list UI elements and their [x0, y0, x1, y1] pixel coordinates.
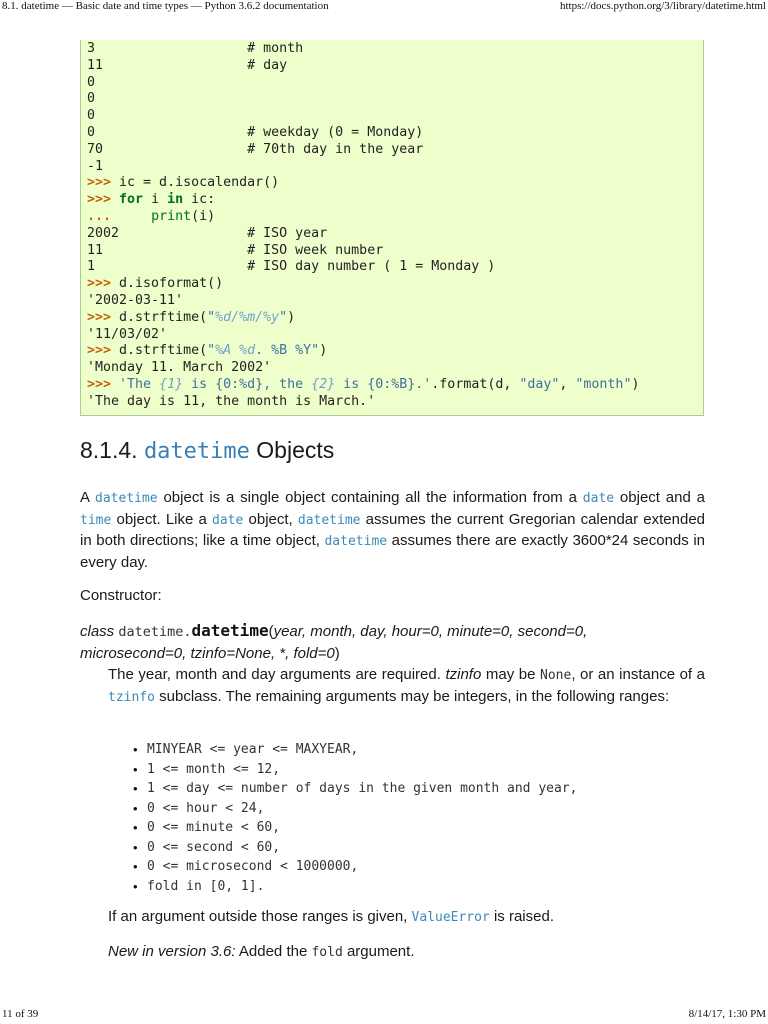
code-listing: [81, 40, 703, 411]
text: , or an instance of a: [571, 666, 705, 683]
code-text: d.strftime(: [119, 343, 208, 359]
code-text: [119, 209, 151, 224]
code-line: '11/03/02': [87, 326, 168, 342]
code-text: (i): [191, 208, 216, 224]
param-name: tzinfo: [445, 666, 482, 683]
code-prompt: >>>: [87, 309, 120, 325]
text: object. Like a: [111, 510, 213, 528]
code-text: ic:: [183, 192, 216, 208]
code-text: ): [287, 309, 296, 325]
code-line: 2002 # ISO year: [87, 225, 328, 241]
list-item: • 0 <= hour < 24,: [147, 799, 577, 819]
constructor-description: [108, 664, 705, 708]
code-string-interp: %d/%m/%y: [215, 309, 280, 325]
text: subclass. The remaining arguments may be integers, in the following ranges:: [154, 688, 670, 705]
signature-close-paren: ): [334, 645, 340, 662]
code-line: 1 # ISO day number ( 1 = Monday ): [87, 259, 496, 275]
code-keyword: for: [119, 192, 144, 208]
print-header: [0, 0, 768, 16]
section-number: 8.1.4.: [80, 437, 138, 463]
tzinfo-link[interactable]: tzinfo: [108, 690, 155, 705]
constructor-signature: [80, 620, 720, 664]
version-note: [108, 941, 705, 963]
code-text: d.strftime(: [119, 309, 208, 325]
text: is raised.: [489, 908, 554, 925]
error-note: [108, 906, 705, 928]
code-line: 0 # weekday (0 = Monday): [87, 124, 424, 140]
code-string: "month": [575, 376, 632, 392]
datetime-link[interactable]: datetime: [297, 512, 361, 528]
code-line: 11 # ISO week number: [87, 242, 384, 258]
code-example: [80, 40, 704, 416]
class-keyword: class: [80, 623, 115, 640]
text: The year, month and day arguments are required.: [108, 666, 446, 683]
intro-paragraph: [80, 488, 705, 573]
print-footer: [0, 1008, 768, 1024]
section-heading: [80, 437, 334, 464]
code-line: 0: [87, 91, 96, 107]
code-line: 0: [87, 74, 96, 90]
datetime-link[interactable]: datetime: [324, 534, 388, 549]
text: object,: [243, 510, 298, 528]
code-prompt: >>>: [87, 175, 120, 191]
code-string: ": [207, 343, 216, 359]
code-string: "day": [519, 376, 560, 392]
code-text: .format(d,: [431, 376, 520, 392]
code-line: 'Monday 11. March 2002': [87, 360, 272, 376]
list-item: • 0 <= microsecond < 1000000,: [147, 857, 577, 877]
time-link[interactable]: time: [80, 512, 112, 528]
literal-fold: fold: [311, 945, 343, 960]
print-page-title: 8.1. datetime — Basic date and time types — Python 3.6.2 documentation: [2, 0, 329, 12]
version-label: New in version 3.6:: [108, 943, 236, 960]
text: assumes there are exactly 3600*24 seconds in every day.: [80, 532, 705, 571]
code-prompt: >>>: [87, 276, 120, 292]
code-line: ic = d.isocalendar(): [119, 175, 280, 191]
argument-ranges-list: [108, 740, 577, 896]
code-string-interp: {2}: [311, 376, 336, 392]
code-prompt: >>>: [87, 376, 120, 392]
code-line: 0: [87, 108, 96, 124]
code-prompt: ...: [87, 208, 120, 224]
code-line: d.isoformat(): [119, 276, 224, 292]
list-item: • 0 <= second < 60,: [147, 838, 577, 858]
text: may be: [481, 666, 540, 683]
code-line: '2002-03-11': [87, 292, 184, 308]
code-string: is {0:%d}, the: [183, 376, 312, 392]
code-string: is {0:%B}.': [335, 376, 432, 392]
signature-open-paren: (: [268, 623, 274, 640]
signature-params: year, month, day, hour=0, minute=0, second=0,: [273, 623, 588, 640]
code-string: . %B %Y": [255, 343, 320, 359]
datetime-link[interactable]: datetime: [95, 491, 158, 506]
code-builtin: print: [151, 208, 192, 224]
code-text: ): [631, 376, 640, 392]
code-text: ,: [559, 376, 576, 392]
code-text: ): [319, 343, 328, 359]
text: Added the: [235, 943, 312, 960]
print-page-url: https://docs.python.org/3/library/datetime.html: [559, 0, 766, 12]
code-line: 70 # 70th day in the year: [87, 141, 424, 157]
code-line: 'The day is 11, the month is March.': [87, 393, 376, 409]
code-prompt: >>>: [87, 192, 120, 208]
code-prompt: >>>: [87, 343, 120, 359]
code-line: -1: [87, 158, 104, 174]
signature-params-continued: microsecond=0, tzinfo=None, *, fold=0: [80, 645, 335, 662]
list-item: • 1 <= month <= 12,: [147, 760, 577, 780]
page-counter: 11 of 39: [2, 1008, 39, 1020]
list-item: • MINYEAR <= year <= MAXYEAR,: [147, 740, 577, 760]
code-line: 3 # month: [87, 41, 304, 56]
text: If an argument outside those ranges is given,: [108, 908, 412, 925]
text: argument.: [342, 943, 415, 960]
date-link[interactable]: date: [582, 491, 615, 506]
code-string-interp: %A %d: [215, 343, 256, 359]
text: object is a single object containing all the information from a: [157, 489, 583, 506]
code-keyword: in: [167, 192, 184, 208]
list-item: • fold in [0, 1].: [147, 877, 577, 897]
valueerror-link[interactable]: ValueError: [411, 910, 490, 925]
print-timestamp: 8/14/17, 1:30 PM: [688, 1008, 766, 1020]
code-string: 'The: [119, 376, 160, 392]
signature-name: datetime: [191, 621, 269, 640]
list-item: • 1 <= day <= number of days in the given month and year,: [147, 779, 577, 799]
section-title: Objects: [256, 437, 335, 463]
literal-none: None: [540, 668, 572, 683]
text: A: [80, 489, 96, 506]
constructor-label: Constructor:: [80, 587, 162, 604]
code-string-interp: {1}: [159, 376, 184, 392]
list-item: • 0 <= minute < 60,: [147, 818, 577, 838]
section-code-name: datetime: [143, 439, 250, 464]
signature-prefix: datetime.: [118, 624, 192, 640]
text: object and a: [614, 489, 705, 506]
code-string: ": [279, 309, 288, 325]
code-text: i: [143, 192, 168, 208]
code-string: ": [207, 309, 216, 325]
date-link[interactable]: date: [212, 512, 244, 528]
code-line: 11 # day: [87, 57, 288, 73]
text: assumes the current Gregorian calendar extended in both directions; like a time object,: [80, 510, 706, 549]
